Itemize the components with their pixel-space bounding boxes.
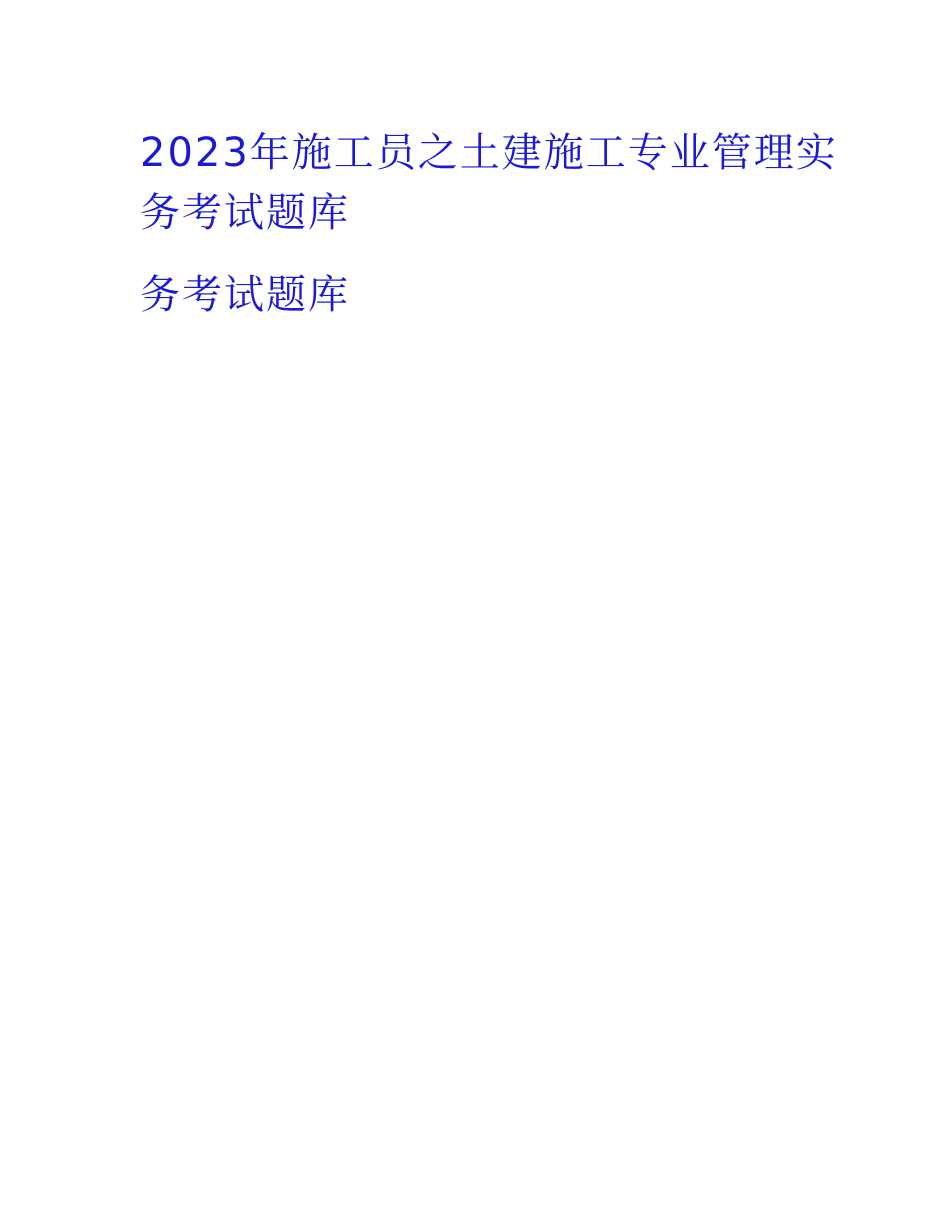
document-title-line-3: 务考试题库	[140, 272, 350, 318]
document-title-line-2: 务考试题库	[140, 190, 350, 236]
document-title-line-1: 2023年施工员之土建施工专业管理实	[140, 130, 838, 176]
